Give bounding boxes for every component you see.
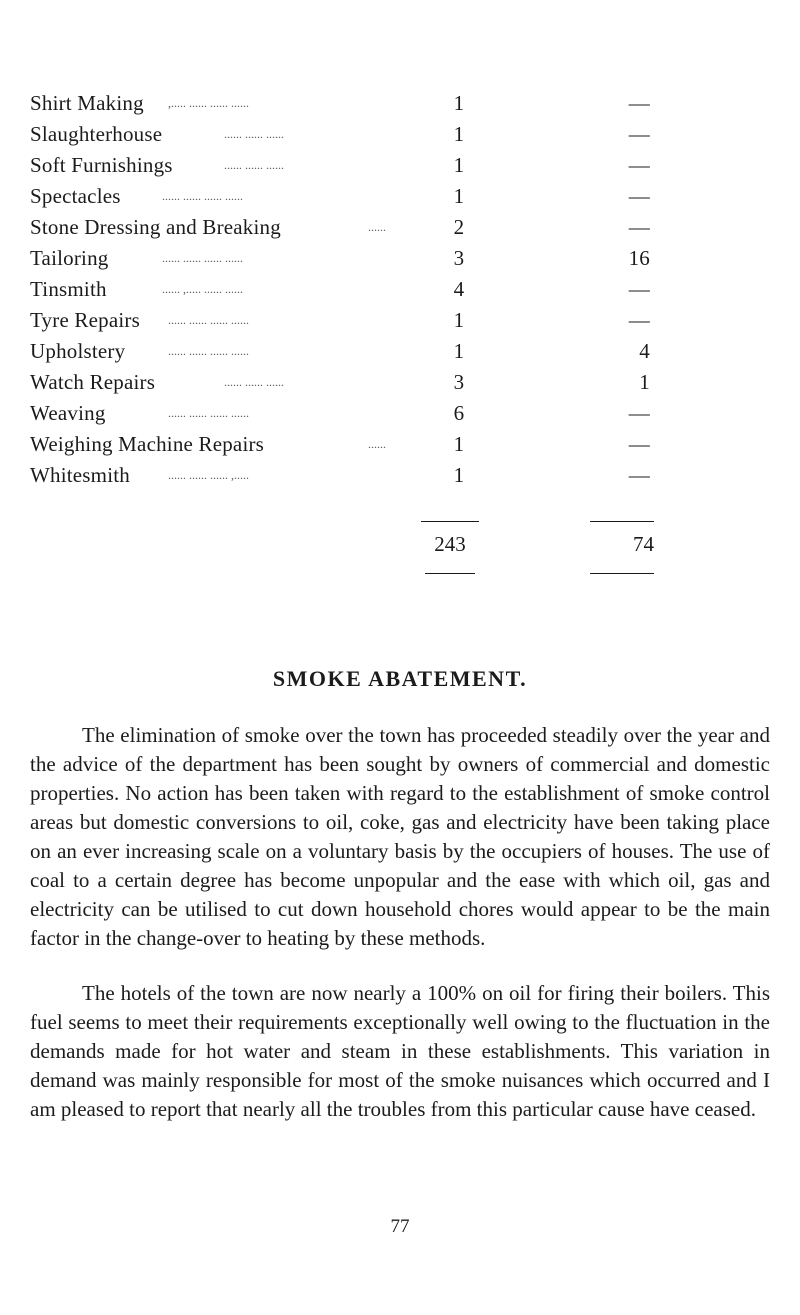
table-row: [30, 367, 770, 398]
count-cell: 1: [453, 122, 465, 146]
leader-dots: ......: [368, 220, 386, 234]
table-row: [30, 460, 770, 491]
page-number: 77: [390, 1216, 410, 1237]
leader-dots: ......: [368, 437, 386, 451]
total-rule-top-col2: [590, 521, 654, 522]
count-cell: 1: [453, 463, 465, 487]
row-label: Soft Furnishings: [30, 153, 173, 177]
row-label: Whitesmith: [30, 463, 130, 487]
row-label: Weighing Machine Repairs: [30, 432, 265, 456]
row-label: Slaughterhouse: [30, 122, 163, 146]
count-cell: 1: [453, 153, 465, 177]
second-count-cell: —: [628, 122, 650, 146]
row-label: Upholstery: [30, 339, 126, 363]
second-count-cell: 1: [639, 370, 650, 394]
table-row: [30, 336, 770, 367]
second-count-cell: —: [628, 184, 650, 208]
row-label: Tailoring: [30, 246, 109, 270]
total-col2: 74: [633, 532, 654, 556]
table-row: [30, 398, 770, 429]
row-label: Watch Repairs: [30, 370, 156, 394]
count-cell: 3: [453, 246, 465, 270]
table-row: [30, 429, 770, 460]
leader-dots: ...... ...... ...... ......: [168, 313, 249, 327]
table-row: [30, 274, 770, 305]
leader-dots: ...... ...... ......: [224, 158, 284, 172]
row-label: Weaving: [30, 401, 106, 425]
leader-dots: ...... ...... ......: [224, 127, 284, 141]
total-rule-top-col1: [421, 521, 479, 522]
second-count-cell: 4: [639, 339, 650, 363]
section-heading: SMOKE ABATEMENT.: [272, 666, 528, 691]
leader-dots: ...... ...... ...... ......: [168, 406, 249, 420]
total-rule-bottom-col1: [425, 573, 475, 574]
row-label: Stone Dressing and Breaking: [30, 215, 281, 239]
leader-dots: ...... ...... ...... ......: [162, 189, 243, 203]
leader-dots: ...... ...... ...... ......: [168, 344, 249, 358]
paragraph: The elimination of smoke over the town has proceeded steadily over the year and the advice of the department has been sought by owners of commercial and domestic properties. No action has been taken with regard to the establishment of smoke control areas but domestic conversions to oil, coke, gas and electricity have been taking place on an ever increasing scale on a voluntary basis by the occupiers of houses. The use of coal to a certain degree has become unpopular and the ease with which oil, gas and electricity can be utilised to cut down household chores would appear to be the main factor in the change-over to heating by these methods.: [30, 723, 770, 950]
count-cell: 2: [453, 215, 465, 239]
total-rule-bottom-col2: [590, 573, 654, 574]
count-cell: 1: [453, 432, 465, 456]
leader-dots: ...... ...... ...... ......: [162, 251, 243, 265]
row-label: Tyre Repairs: [30, 308, 140, 332]
second-count-cell: —: [628, 432, 650, 456]
total-col1: 243: [434, 532, 466, 556]
count-cell: 3: [453, 370, 465, 394]
table-row: [30, 150, 770, 181]
row-label: Shirt Making: [30, 91, 144, 115]
count-cell: 1: [453, 308, 465, 332]
count-cell: 1: [453, 339, 465, 363]
table-row: [30, 212, 770, 243]
leader-dots: ...... ...... ......: [224, 375, 284, 389]
second-count-cell: —: [628, 463, 650, 487]
leader-dots: ,..... ...... ...... ......: [168, 96, 249, 110]
trades-table: [30, 88, 770, 491]
row-label: Tinsmith: [30, 277, 107, 301]
table-row: [30, 88, 770, 119]
paragraph: The hotels of the town are now nearly a 100% on oil for firing their boilers. This fuel seems to meet their requirements exceptionally well owing to the fluctuation in the demands made for hot water and steam in these establishments. This variation in demand was mainly responsible for most of the smoke nuisances which occurred and I am pleased to report that nearly all the troubles from this particular cause have ceased.: [30, 981, 770, 1121]
table-row: [30, 181, 770, 212]
second-count-cell: —: [628, 277, 650, 301]
table-row: [30, 305, 770, 336]
second-count-cell: 16: [628, 246, 650, 270]
row-label: Spectacles: [30, 184, 121, 208]
count-cell: 6: [453, 401, 465, 425]
count-cell: 1: [453, 184, 465, 208]
second-count-cell: —: [628, 308, 650, 332]
table-row: [30, 119, 770, 150]
second-count-cell: —: [628, 215, 650, 239]
leader-dots: ...... ...... ...... ,.....: [168, 468, 249, 482]
leader-dots: ...... ,..... ...... ......: [162, 282, 243, 296]
second-count-cell: —: [628, 401, 650, 425]
count-cell: 1: [453, 91, 465, 115]
second-count-cell: —: [628, 91, 650, 115]
table-row: [30, 243, 770, 274]
count-cell: 4: [453, 277, 465, 301]
second-count-cell: —: [628, 153, 650, 177]
